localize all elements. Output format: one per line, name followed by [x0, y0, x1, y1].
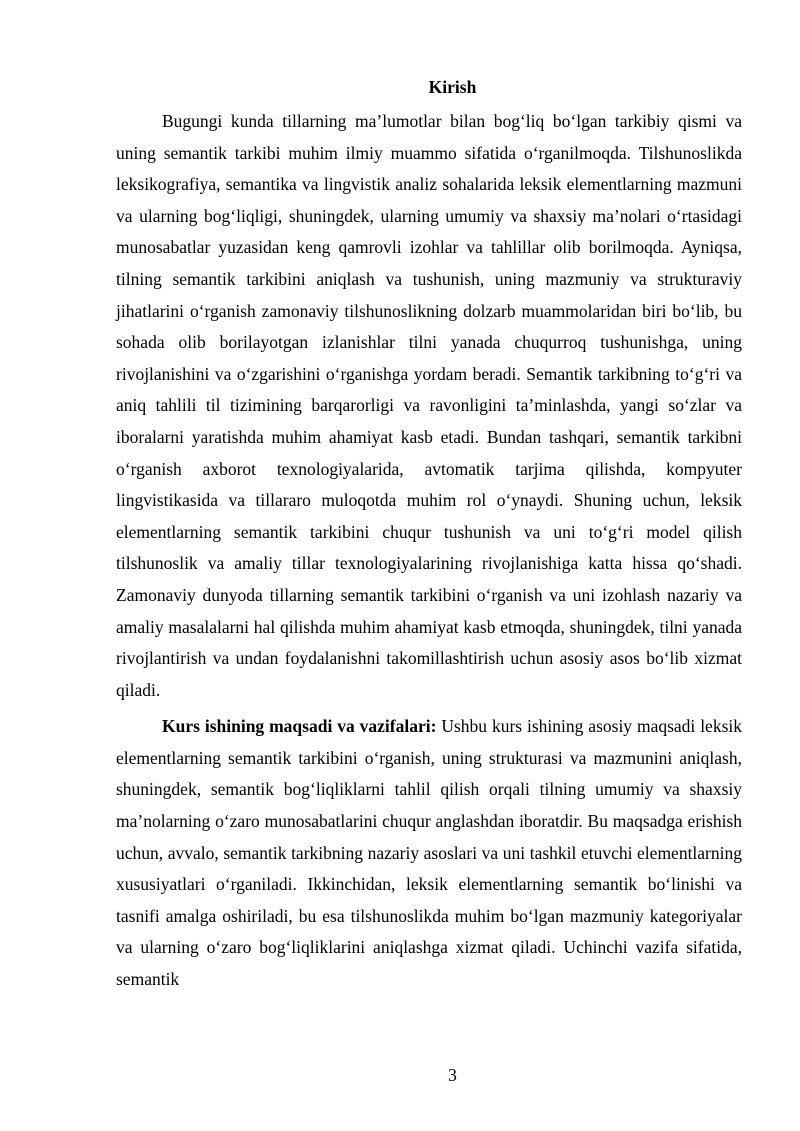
paragraph-goals-text: Ushbu kurs ishining asosiy maqsadi leksik elementlarning semantik tarkibini o‘rganish, uning strukturasi va mazmunini aniqlash, shuningdek, semantik bog‘liqliklarni tahlil qilish orqali tilning umumiy va shaxsiy ma’nolarning o‘zaro munosabatlarini chuqur anglashdan iboratdir. Bu maqsadga erishish uchun, avvalo, semantik tarkibning nazariy asoslari va uni tashkil etuvchi elementlarning xususiyatlari o‘rganiladi. Ikkinchidan, leksik elementlarning semantik bo‘linishi va tasnifi amalga oshiriladi, bu esa tilshunoslikda muhim bo‘lgan mazmuniy kategoriyalar va ularning o‘zaro bog‘liqliklarini aniqlashga xizmat qiladi. Uchinchi vazifa sifatida, semantik [116, 716, 743, 990]
body-text [116, 106, 742, 996]
section-heading: Kirish [428, 77, 477, 97]
paragraph-lead-label: Kurs ishining maqsadi va vazifalari: [162, 716, 437, 737]
page-number: 3 [448, 1065, 457, 1085]
paragraph-goals [116, 711, 742, 995]
paragraph-introduction: Bugungi kunda tillarning ma’lumotlar bilan bog‘liq bo‘lgan tarkibiy qismi va uning semantik tarkibi muhim ilmiy muammo sifatida o‘rganilmoqda. Tilshunoslikda leksikografiya, semantika va lingvistik analiz sohalarida leksik elementlarning mazmuni va ularning bog‘liqligi, shuningdek, ularning umumiy va shaxsiy ma’nolari o‘rtasidagi munosabatlar yuzasidan keng qamrovli izohlar va tahlillar olib borilmoqda. Ayniqsa, tilning semantik tarkibini aniqlash va tushunish, uning mazmuniy va strukturaviy jihatlarini o‘rganish zamonaviy tilshunoslikning dolzarb muammolaridan biri bo‘lib, bu sohada olib borilayotgan izlanishlar tilni yanada chuqurroq tushunishga, uning rivojlanishini va o‘zgarishini o‘rganishga yordam beradi. Semantik tarkibning to‘g‘ri va aniq tahlili til tizimining barqarorligi va ravonligini ta’minlashda, yangi so‘zlar va iboralarni yaratishda muhim ahamiyat kasb etadi. Bundan tashqari, semantik tarkibni o‘rganish axborot texnologiyalarida, avtomatik tarjima qilishda, kompyuter lingvistikasida va tillararo muloqotda muhim rol o‘ynaydi. Shuning uchun, leksik elementlarning semantik tarkibini chuqur tushunish va uni to‘g‘ri model qilish tilshunoslik va amaliy tillar texnologiyalarining rivojlanishiga katta hissa qo‘shadi. Zamonaviy dunyoda tillarning semantik tarkibini o‘rganish va uni izohlash nazariy va amaliy masalalarni hal qilishda muhim ahamiyat kasb etmoqda, shuningdek, tilni yanada rivojlantirish va undan foydalanishni takomillashtirish uchun asosiy asos bo‘lib xizmat qiladi. [116, 111, 742, 700]
